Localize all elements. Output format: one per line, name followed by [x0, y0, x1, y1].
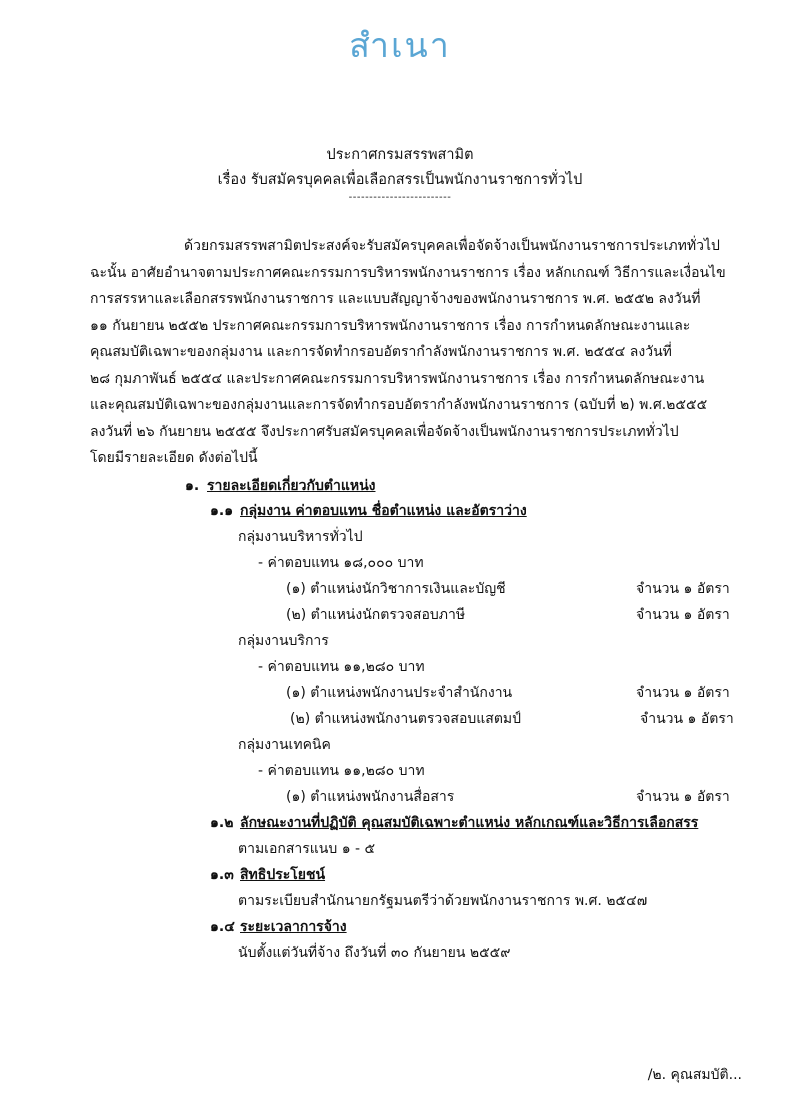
- section-1-2-body: ตามเอกสารแนบ ๑ - ๕: [238, 841, 376, 857]
- section-1-3-number: ๑.๓: [210, 867, 234, 883]
- position-quantity: จำนวน ๑ อัตรา: [636, 581, 730, 597]
- position-office-staff: (๑) ตำแหน่งพนักงานประจำสำนักงาน: [286, 685, 513, 701]
- group-service: กลุ่มงานบริการ: [238, 633, 329, 649]
- position-quantity: จำนวน ๑ อัตรา: [640, 711, 734, 727]
- intro-paragraph: [90, 233, 750, 472]
- header-divider: -------------------------: [348, 192, 452, 203]
- intro-line: ๒๘ กุมภาพันธ์ ๒๕๕๔ และประกาศคณะกรรมการบริหารพนักงานราชการ เรื่อง การกำหนดลักษณะงาน: [90, 370, 705, 387]
- announcement-subject: เรื่อง รับสมัครบุคคลเพื่อเลือกสรรเป็นพนักงานราชการทั่วไป: [217, 172, 583, 188]
- section-1-4-body: นับตั้งแต่วันที่จ้าง ถึงวันที่ ๓๐ กันยายน ๒๕๕๙: [238, 945, 511, 961]
- intro-line: โดยมีรายละเอียด ดังต่อไปนี้: [90, 450, 258, 466]
- intro-line: ลงวันที่ ๒๖ กันยายน ๒๕๕๕ จึงประกาศรับสมัครบุคคลเพื่อจัดจ้างเป็นพนักงานราชการประเภททั่วไป: [90, 423, 679, 440]
- position-tax-auditor: (๒) ตำแหน่งนักตรวจสอบภาษี: [286, 607, 466, 623]
- intro-line: ๑๑ กันยายน ๒๕๕๒ ประกาศคณะกรรมการบริหารพนักงานราชการ เรื่อง การกำหนดลักษณะงานและ: [90, 317, 691, 334]
- group-general-admin: กลุ่มงานบริหารทั่วไป: [238, 529, 363, 545]
- intro-line: และคุณสมบัติเฉพาะของกลุ่มงานและการจัดทำกรอบอัตรากำลังพนักงานราชการ (ฉบับที่ ๒) พ.ศ.๒๕๕๕: [90, 397, 708, 413]
- intro-line: การสรรหาและเลือกสรรพนักงานราชการ และแบบสัญญาจ้างของพนักงานราชการ พ.ศ. ๒๕๕๒ ลงวันที่: [90, 291, 701, 307]
- intro-line: คุณสมบัติเฉพาะของกลุ่มงาน และการจัดทำกรอบอัตรากำลังพนักงานราชการ พ.ศ. ๒๕๕๔ ลงวันที่: [90, 344, 672, 360]
- group-technical-pay: - ค่าตอบแทน ๑๑,๒๘๐ บาท: [258, 763, 425, 779]
- intro-line: ด้วยกรมสรรพสามิตประสงค์จะรับสมัครบุคคลเพื่อจัดจ้างเป็นพนักงานราชการประเภททั่วไป: [184, 238, 720, 254]
- group-technical: กลุ่มงานเทคนิค: [238, 737, 331, 753]
- section-1-title: รายละเอียดเกี่ยวกับตำแหน่ง: [207, 478, 376, 494]
- continuation-note: /๒. คุณสมบัติ...: [647, 1067, 742, 1083]
- section-1-4-title: ระยะเวลาการจ้าง: [240, 919, 347, 935]
- position-stamp-inspector: (๒) ตำแหน่งพนักงานตรวจสอบแสตมป์: [290, 711, 522, 727]
- section-1-2-title: ลักษณะงานที่ปฏิบัติ คุณสมบัติเฉพาะตำแหน่ง หลักเกณฑ์และวิธีการเลือกสรร: [240, 815, 699, 831]
- section-1-1-number: ๑.๑: [210, 503, 234, 519]
- position-quantity: จำนวน ๑ อัตรา: [636, 607, 730, 623]
- position-quantity: จำนวน ๑ อัตรา: [636, 685, 730, 701]
- section-1-3-body: ตามระเบียบสำนักนายกรัฐมนตรีว่าด้วยพนักงานราชการ พ.ศ. ๒๕๔๗: [238, 893, 648, 909]
- section-1-2-number: ๑.๒: [210, 815, 234, 831]
- section-1-4-number: ๑.๔: [210, 919, 235, 935]
- announcement-title: ประกาศกรมสรรพสามิต: [326, 147, 474, 163]
- copy-stamp: สำเนา: [349, 26, 451, 66]
- intro-line: ฉะนั้น อาศัยอำนาจตามประกาศคณะกรรมการบริหารพนักงานราชการ เรื่อง หลักเกณฑ์ วิธีการและเงื่อนไข: [90, 264, 726, 281]
- section-1-3-title: สิทธิประโยชน์: [240, 867, 326, 883]
- position-communications: (๑) ตำแหน่งพนักงานสื่อสาร: [286, 789, 455, 805]
- position-finance-accounting: (๑) ตำแหน่งนักวิชาการเงินและบัญชี: [286, 581, 506, 597]
- position-quantity: จำนวน ๑ อัตรา: [636, 789, 730, 805]
- section-1-1-title: กลุ่มงาน ค่าตอบแทน ชื่อตำแหน่ง และอัตราว่าง: [240, 503, 527, 519]
- group-service-pay: - ค่าตอบแทน ๑๑,๒๘๐ บาท: [258, 659, 425, 675]
- section-1-number: ๑.: [185, 478, 200, 494]
- group-general-admin-pay: - ค่าตอบแทน ๑๘,๐๐๐ บาท: [258, 555, 424, 571]
